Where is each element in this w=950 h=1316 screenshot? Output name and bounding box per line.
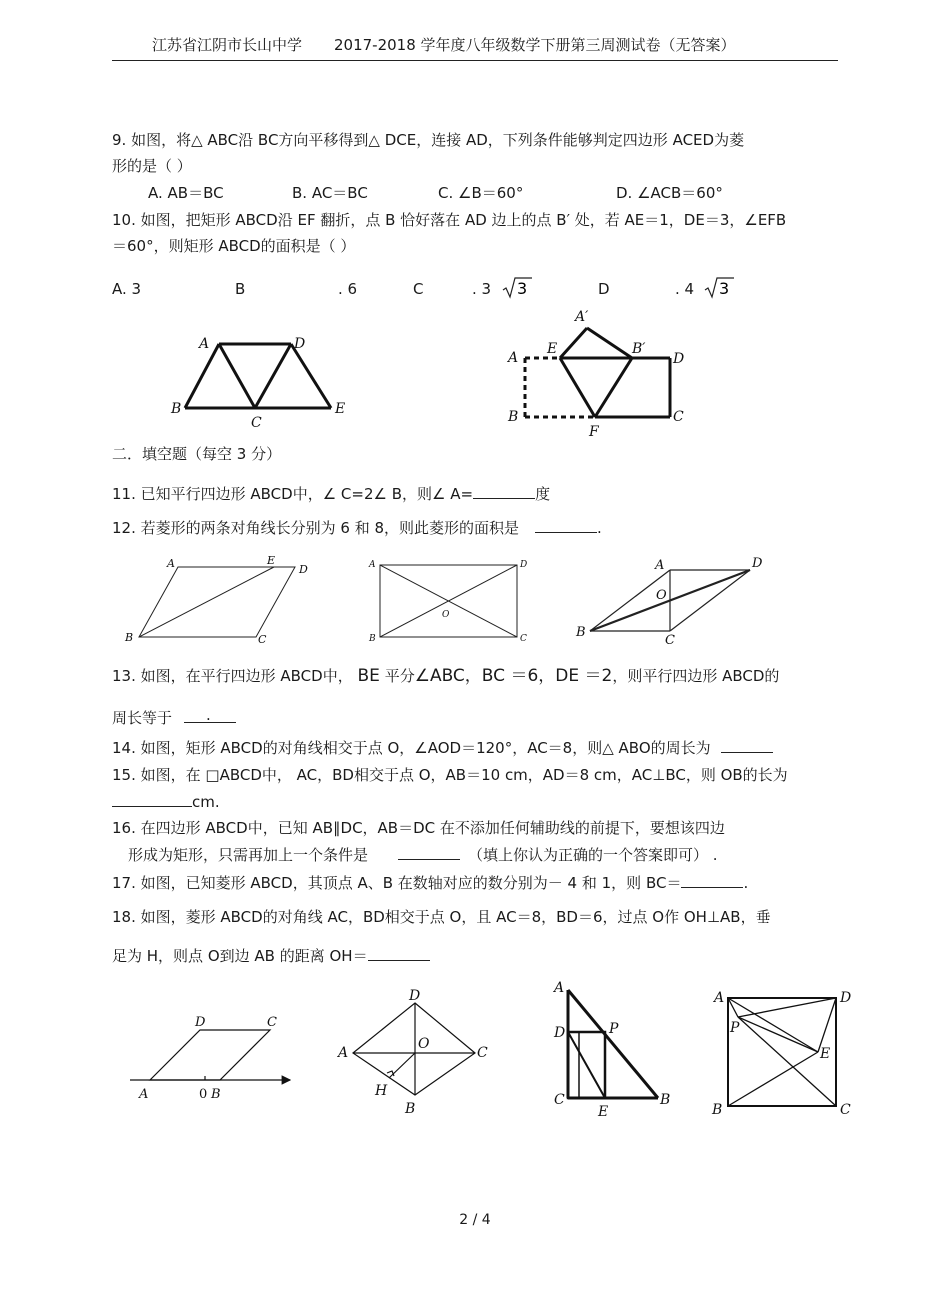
fig10-label-a: A [508, 350, 519, 366]
q10-line1: 10. 如图，把矩形 ABCD沿 EF 翻折，点 B 恰好落在 AD 边上的点 B′ 处，若 AE＝1，DE＝3，∠EFB [112, 211, 787, 229]
fig14-label-b: B [369, 634, 376, 644]
header-school: 江苏省江阴市长山中学 [152, 36, 303, 54]
fig-sq-label-p: P [730, 1020, 740, 1036]
q13 [112, 665, 779, 687]
q13-be: BE [357, 666, 380, 686]
fig13-label-c: C [258, 633, 267, 646]
fig14-label-c: C [520, 634, 527, 644]
fig-ad-label-e: E [598, 1104, 609, 1120]
fig-ad-label-d: D [554, 1025, 566, 1041]
fig13-label-d: D [299, 563, 308, 576]
q16-note: （填上你认为正确的一个答案即可） . [468, 846, 718, 864]
fig14-label-a: A [369, 560, 376, 570]
q18-line1: 18. 如图，菱形 ABCD的对角线 AC，BD相交于点 O，且 AC＝8，BD＝6，过点 O作 OH⊥AB，垂 [112, 908, 771, 926]
figure-triangle-rectangle [548, 978, 683, 1123]
q14-text: 14. 如图，矩形 ABCD的对角线相交于点 O，∠AOD＝120°，AC＝8，则△ ABO的周长为 [112, 739, 711, 757]
q9-line1: 9. 如图，将△ ABC沿 BC方向平移得到△ DCE，连接 AD，下列条件能够判定四边形 ACED为菱 [112, 131, 745, 149]
q10-option-b-value: . 6 [338, 280, 358, 298]
fig13-label-a: A [167, 557, 175, 570]
q10-option-c-letter: C [413, 280, 424, 298]
fig-ad-label-a: A [554, 980, 565, 996]
q12-end: . [597, 519, 602, 537]
fig9-label-e: E [335, 401, 346, 417]
fig15-label-o: O [656, 588, 667, 603]
fig-sq-label-a: A [714, 990, 725, 1006]
q13-text-start: 13. 如图，在平行四边形 ABCD中， [112, 667, 353, 685]
q10-option-a: A. 3 [112, 280, 142, 298]
q15-answer-blank[interactable] [112, 792, 192, 807]
fig18-label-c: C [477, 1045, 488, 1061]
fig17-label-c: C [267, 1015, 277, 1030]
q10-option-d-letter: D [598, 280, 610, 298]
q13-condition: ∠ABC，BC ＝6，DE ＝2 [414, 666, 613, 686]
q11 [112, 484, 550, 504]
fig9-label-d: D [294, 336, 306, 352]
q16-line2 [128, 845, 718, 865]
q10-option-d-radicand: 3 [719, 279, 730, 298]
q13-answer-blank[interactable]: . [184, 708, 236, 723]
fig-sq-label-e: E [820, 1046, 831, 1062]
fig10-label-f: F [589, 424, 599, 440]
fig10-label-b-prime: B′ [632, 341, 646, 357]
figure-q15 [572, 555, 772, 647]
q9-line2: 形的是（ ） [112, 157, 192, 175]
header-title: 2017-2018 学年度八年级数学下册第三周测试卷（无答案） [334, 36, 736, 54]
fig15-label-a: A [655, 558, 665, 573]
q9-option-b: B. AC＝BC [292, 184, 368, 202]
fig18-label-d: D [409, 988, 421, 1004]
fig18-label-b: B [405, 1101, 416, 1117]
fig9-label-c: C [251, 415, 262, 431]
q10-option-b-letter: B [235, 280, 246, 298]
q17 [112, 873, 748, 893]
fig-sq-label-d: D [840, 990, 852, 1006]
q15-line2 [112, 792, 220, 812]
q9-option-a: A. AB＝BC [148, 184, 224, 202]
fig17-label-b: B [211, 1087, 221, 1102]
fig15-label-c: C [665, 633, 675, 648]
figure-q9 [165, 330, 355, 430]
figure-square [700, 980, 875, 1120]
figure-q13 [120, 553, 320, 648]
q14-answer-blank[interactable] [721, 738, 773, 753]
q13-text-bisect: 平分 [384, 667, 415, 685]
q9-option-d: D. ∠ACB＝60° [616, 184, 723, 202]
fig17-label-zero: 0 [199, 1087, 208, 1102]
q17-end: . [743, 874, 749, 892]
q16-text: 形成为矩形，只需再加上一个条件是 [128, 846, 369, 864]
page-number: 2 / 4 [459, 1212, 491, 1228]
q17-text: 17. 如图，已知菱形 ABCD，其顶点 A、B 在数轴对应的数分别为－ 4 和 1，则 BC＝ [112, 874, 682, 892]
q12-text: 12. 若菱形的两条对角线长分别为 6 和 8，则此菱形的面积是 [112, 519, 520, 537]
figure-q17 [125, 1010, 305, 1105]
q10-line2: ＝60°，则矩形 ABCD的面积是（ ） [112, 237, 356, 255]
fig14-label-d: D [520, 560, 528, 570]
section-2-title: 二．填空题（每空 3 分） [112, 445, 282, 463]
fig10-label-d: D [673, 351, 685, 367]
fig15-label-b: B [576, 625, 586, 640]
q18-line2 [112, 946, 430, 966]
figure-q18 [335, 985, 495, 1120]
fig10-label-b: B [508, 409, 519, 425]
q10-option-d-sqrt [704, 276, 734, 300]
q10-option-d-value: . 4 [675, 280, 695, 298]
q14 [112, 738, 773, 758]
fig-sq-label-c: C [840, 1102, 851, 1118]
fig17-label-a: A [139, 1087, 149, 1102]
fig9-label-a: A [199, 336, 210, 352]
q13-text-end: ，则平行四边形 ABCD的 [612, 667, 780, 685]
q12 [112, 518, 602, 538]
q10-option-c-radicand: 3 [517, 279, 528, 298]
q11-text: 11. 已知平行四边形 ABCD中，∠ C=2∠ B，则∠ A= [112, 485, 474, 503]
q18-text: 足为 H，则点 O到边 AB 的距离 OH＝ [112, 947, 368, 965]
q11-answer-blank[interactable] [473, 484, 535, 499]
fig-ad-label-p: P [609, 1021, 619, 1037]
fig13-label-e: E [267, 554, 276, 567]
q11-unit: 度 [535, 485, 551, 503]
fig17-label-d: D [195, 1015, 206, 1030]
fig10-label-e: E [547, 341, 558, 357]
q9-option-c: C. ∠B＝60° [438, 184, 524, 202]
fig10-label-c: C [673, 409, 684, 425]
fig-sq-label-b: B [712, 1102, 723, 1118]
q16-line1: 16. 在四边形 ABCD中，已知 AB∥DC，AB＝DC 在不添加任何辅助线的前提下，要想该四边 [112, 819, 725, 837]
q10-option-c-value: . 3 [472, 280, 492, 298]
figure-q14 [365, 555, 535, 650]
q10-option-c-sqrt [502, 276, 532, 300]
q13-line2 [112, 708, 236, 728]
figure-q10 [505, 305, 695, 440]
fig9-label-b: B [171, 401, 182, 417]
q13-text-perimeter: 周长等于 [112, 709, 173, 727]
fig15-label-d: D [752, 556, 763, 571]
q15-line1: 15. 如图，在 □ABCD中， AC，BD相交于点 O，AB＝10 cm，AD＝8 cm，AC⊥BC，则 OB的长为 [112, 766, 788, 784]
fig18-label-a: A [338, 1045, 349, 1061]
fig-ad-label-c: C [554, 1092, 565, 1108]
fig14-label-o: O [442, 610, 450, 620]
fig13-label-b: B [125, 631, 134, 644]
fig10-label-a-prime: A′ [575, 309, 589, 325]
q15-unit: cm. [192, 793, 220, 811]
q17-answer-blank[interactable] [681, 873, 743, 888]
q12-answer-blank[interactable] [535, 518, 597, 533]
fig18-label-o: O [418, 1036, 430, 1052]
fig18-label-h: H [375, 1083, 388, 1099]
fig-ad-label-b: B [660, 1092, 671, 1108]
q18-answer-blank[interactable] [368, 946, 430, 961]
q16-answer-blank[interactable] [398, 845, 460, 860]
page-header [112, 30, 838, 61]
